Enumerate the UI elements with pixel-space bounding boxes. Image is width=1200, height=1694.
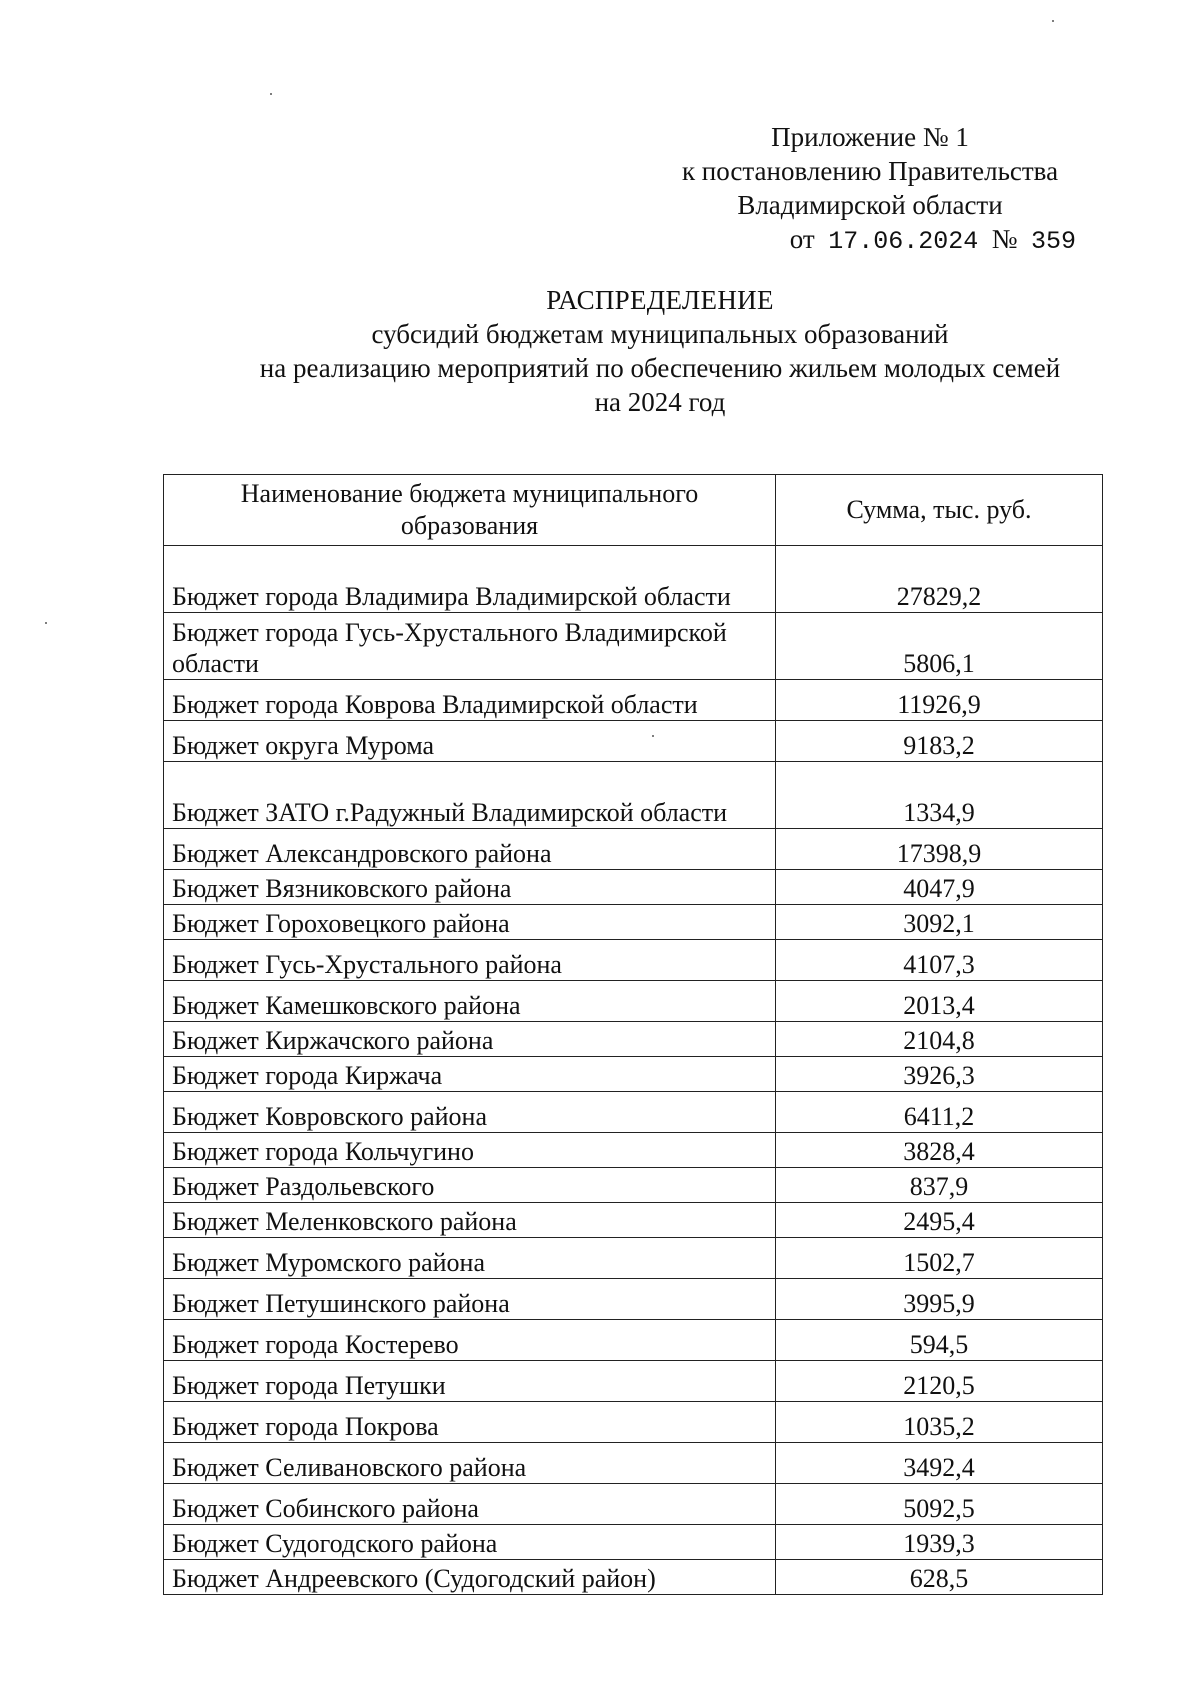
- table-row: [164, 1057, 1103, 1092]
- budget-name: Бюджет города Костерево: [164, 1320, 776, 1361]
- budget-sum: 2013,4: [776, 981, 1103, 1022]
- budget-name: Бюджет города Киржача: [164, 1057, 776, 1092]
- budget-sum: 11926,9: [776, 680, 1103, 721]
- from-label: от: [789, 224, 815, 254]
- table-row: [164, 1443, 1103, 1484]
- table-row: [164, 1203, 1103, 1238]
- budget-name: Бюджет Вязниковского района: [164, 870, 776, 905]
- budget-name: Бюджет Гусь-Хрустального района: [164, 940, 776, 981]
- budget-sum: 628,5: [776, 1560, 1103, 1595]
- budget-sum: 1939,3: [776, 1525, 1103, 1560]
- title-line: на реализацию мероприятий по обеспечению жильем молодых семей: [259, 353, 1061, 383]
- budget-name: Бюджет ЗАТО г.Радужный Владимирской области: [164, 762, 776, 829]
- budget-sum: 1502,7: [776, 1238, 1103, 1279]
- budget-sum: 4047,9: [776, 870, 1103, 905]
- distribution-table: [163, 474, 1103, 1595]
- table-row: [164, 870, 1103, 905]
- table-row: [164, 1238, 1103, 1279]
- budget-sum: 3092,1: [776, 905, 1103, 940]
- appendix-title: Приложение № 1: [771, 122, 969, 152]
- table-row: [164, 1484, 1103, 1525]
- budget-name: Бюджет Муромского района: [164, 1238, 776, 1279]
- table-row: [164, 905, 1103, 940]
- table-row: [164, 1560, 1103, 1595]
- budget-sum: 6411,2: [776, 1092, 1103, 1133]
- budget-sum: 27829,2: [776, 546, 1103, 613]
- budget-name: Бюджет Ковровского района: [164, 1092, 776, 1133]
- table-row: [164, 546, 1103, 613]
- table-header-row: [164, 475, 1103, 546]
- budget-name: Бюджет Раздольевского: [164, 1168, 776, 1203]
- budget-sum: 837,9: [776, 1168, 1103, 1203]
- document-title: [200, 283, 1120, 419]
- order-date-number: [660, 222, 1080, 259]
- budget-name: Бюджет Меленковского района: [164, 1203, 776, 1238]
- appendix-region: Владимирской области: [737, 190, 1003, 220]
- table-row: [164, 1320, 1103, 1361]
- budget-name: Бюджет Александровского района: [164, 829, 776, 870]
- budget-sum: 594,5: [776, 1320, 1103, 1361]
- budget-sum: 1334,9: [776, 762, 1103, 829]
- table-row: [164, 613, 1103, 680]
- title-line: субсидий бюджетам муниципальных образований: [371, 319, 949, 349]
- budget-name: Бюджет города Коврова Владимирской области: [164, 680, 776, 721]
- budget-name: Бюджет Камешковского района: [164, 981, 776, 1022]
- header-sum: Сумма, тыс. руб.: [776, 475, 1103, 546]
- budget-name: Бюджет Судогодского района: [164, 1525, 776, 1560]
- title-main: РАСПРЕДЕЛЕНИЕ: [546, 285, 774, 315]
- appendix-block: [660, 120, 1080, 259]
- budget-sum: 2495,4: [776, 1203, 1103, 1238]
- scan-speck: [270, 93, 272, 95]
- budget-sum: 3926,3: [776, 1057, 1103, 1092]
- scan-speck: [1052, 20, 1054, 22]
- order-number: 359: [1030, 227, 1076, 256]
- budget-name: Бюджет города Покрова: [164, 1402, 776, 1443]
- table-row: [164, 1361, 1103, 1402]
- budget-name: Бюджет города Кольчугино: [164, 1133, 776, 1168]
- table-row: [164, 1092, 1103, 1133]
- budget-sum: 17398,9: [776, 829, 1103, 870]
- budget-sum: 3492,4: [776, 1443, 1103, 1484]
- appendix-reference: к постановлению Правительства: [681, 156, 1059, 186]
- header-name: Наименование бюджета муниципального образования: [164, 475, 776, 546]
- budget-name: Бюджет Киржачского района: [164, 1022, 776, 1057]
- budget-name: Бюджет Гороховецкого района: [164, 905, 776, 940]
- table-row: [164, 680, 1103, 721]
- budget-sum: 1035,2: [776, 1402, 1103, 1443]
- budget-name: Бюджет Селивановского района: [164, 1443, 776, 1484]
- number-sign: №: [991, 224, 1018, 254]
- table-row: [164, 721, 1103, 762]
- budget-sum: 9183,2: [776, 721, 1103, 762]
- table-row: [164, 1525, 1103, 1560]
- table-row: [164, 829, 1103, 870]
- scan-speck: [45, 622, 47, 624]
- table-row: [164, 762, 1103, 829]
- budget-sum: 3828,4: [776, 1133, 1103, 1168]
- table-row: [164, 1133, 1103, 1168]
- budget-name: Бюджет Андреевского (Судогодский район): [164, 1560, 776, 1595]
- budget-sum: 5806,1: [776, 613, 1103, 680]
- title-line: на 2024 год: [594, 387, 726, 417]
- table-row: [164, 940, 1103, 981]
- budget-name: Бюджет города Владимира Владимирской области: [164, 546, 776, 613]
- table-row: [164, 1022, 1103, 1057]
- budget-name: Бюджет города Петушки: [164, 1361, 776, 1402]
- budget-sum: 3995,9: [776, 1279, 1103, 1320]
- budget-sum: 4107,3: [776, 940, 1103, 981]
- table-row: [164, 981, 1103, 1022]
- budget-sum: 2120,5: [776, 1361, 1103, 1402]
- budget-name: Бюджет округа Мурома: [164, 721, 776, 762]
- budget-sum: 5092,5: [776, 1484, 1103, 1525]
- budget-name: Бюджет города Гусь-Хрустального Владимирской области: [164, 613, 776, 680]
- table-row: [164, 1168, 1103, 1203]
- table-row: [164, 1402, 1103, 1443]
- budget-name: Бюджет Петушинского района: [164, 1279, 776, 1320]
- table-row: [164, 1279, 1103, 1320]
- budget-sum: 2104,8: [776, 1022, 1103, 1057]
- order-date: 17.06.2024: [828, 227, 979, 256]
- budget-name: Бюджет Собинского района: [164, 1484, 776, 1525]
